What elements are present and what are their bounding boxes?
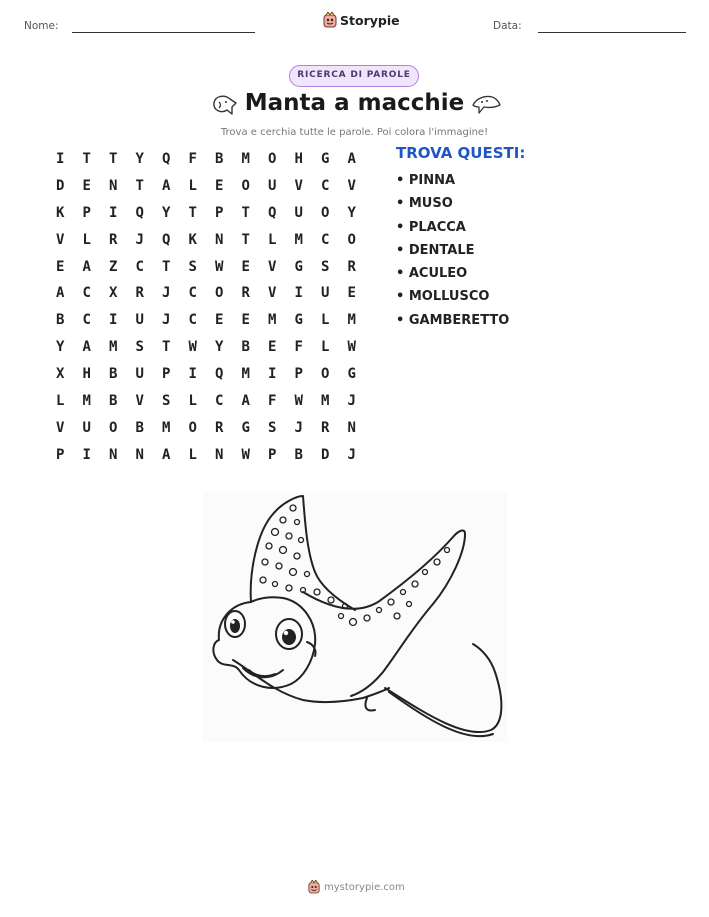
grid-cell[interactable]: A — [162, 177, 171, 194]
grid-cell[interactable]: G — [294, 258, 303, 275]
grid-cell[interactable]: M — [82, 393, 91, 410]
page-title: Manta a macchie — [244, 90, 465, 116]
word-list-item: • PINNA — [396, 169, 509, 192]
grid-cell[interactable]: S — [162, 393, 171, 410]
instructions: Trova e cerchia tutte le parole. Poi colora l'immagine! — [220, 127, 489, 138]
manta-ray-illustration[interactable] — [203, 492, 507, 742]
grid-cell[interactable]: R — [321, 419, 330, 436]
grid-cell[interactable]: L — [321, 339, 330, 356]
word-list-item: • GAMBERETTO — [396, 309, 509, 332]
grid-cell[interactable]: K — [188, 231, 197, 248]
grid-cell[interactable]: S — [188, 258, 197, 275]
grid-cell[interactable]: Q — [215, 366, 224, 383]
grid-cell[interactable]: M — [294, 231, 303, 248]
grid-cell[interactable]: B — [294, 446, 303, 463]
grid-cell[interactable]: Q — [162, 151, 171, 167]
grid-cell[interactable]: S — [268, 419, 277, 436]
grid-cell[interactable]: D — [56, 177, 65, 194]
grid-cell[interactable]: U — [82, 419, 91, 436]
storypie-logo-icon — [323, 12, 337, 28]
grid-cell[interactable]: O — [188, 419, 197, 436]
grid-cell[interactable]: Y — [162, 204, 171, 221]
grid-cell[interactable]: Y — [56, 339, 65, 356]
grid-cell[interactable]: F — [188, 151, 197, 167]
grid-cell[interactable]: U — [321, 285, 330, 302]
footer — [308, 880, 405, 894]
grid-cell[interactable]: W — [241, 446, 250, 463]
grid-cell[interactable]: I — [109, 312, 118, 329]
grid-cell[interactable]: B — [56, 312, 65, 329]
grid-cell[interactable]: M — [347, 312, 356, 329]
grid-cell[interactable]: E — [215, 177, 224, 194]
grid-cell[interactable]: I — [56, 151, 65, 167]
word-list — [396, 169, 509, 332]
grid-cell[interactable]: B — [135, 419, 144, 436]
grid-cell[interactable]: U — [135, 366, 144, 383]
grid-cell[interactable]: V — [135, 393, 144, 410]
grid-cell[interactable]: T — [82, 151, 91, 167]
storypie-logo-icon — [308, 880, 320, 894]
grid-cell[interactable]: L — [188, 446, 197, 463]
word-search-grid[interactable] — [47, 146, 365, 469]
grid-cell[interactable]: G — [241, 419, 250, 436]
grid-cell[interactable]: J — [162, 285, 171, 302]
grid-cell[interactable]: V — [347, 177, 356, 194]
grid-cell[interactable]: U — [268, 177, 277, 194]
grid-cell[interactable]: Z — [109, 258, 118, 275]
grid-cell[interactable]: J — [294, 419, 303, 436]
grid-cell[interactable]: C — [188, 285, 197, 302]
grid-cell[interactable]: S — [321, 258, 330, 275]
footer-url[interactable]: mystorypie.com — [324, 881, 405, 893]
grid-cell[interactable]: A — [82, 339, 91, 356]
grid-cell[interactable]: O — [109, 419, 118, 436]
grid-cell[interactable]: X — [56, 366, 65, 383]
grid-cell[interactable]: A — [347, 151, 356, 167]
grid-cell[interactable]: B — [215, 151, 224, 167]
grid-cell[interactable]: O — [268, 151, 277, 167]
grid-cell[interactable]: P — [215, 204, 224, 221]
grid-cell[interactable]: C — [321, 231, 330, 248]
word-list-item: • MUSO — [396, 192, 509, 215]
date-label: Data: — [493, 20, 522, 32]
grid-cell[interactable]: L — [82, 231, 91, 248]
grid-cell[interactable]: G — [321, 151, 330, 167]
ray-doodle-icon — [470, 93, 502, 115]
brand-name: Storypie — [340, 12, 400, 28]
grid-cell[interactable]: H — [294, 151, 303, 167]
grid-cell[interactable]: M — [241, 151, 250, 167]
grid-cell[interactable]: L — [188, 393, 197, 410]
grid-cell[interactable]: M — [162, 419, 171, 436]
word-list-title: TROVA QUESTI: — [396, 144, 526, 162]
grid-cell[interactable]: E — [82, 177, 91, 194]
grid-cell[interactable]: P — [268, 446, 277, 463]
grid-cell[interactable]: T — [241, 204, 250, 221]
grid-cell[interactable]: I — [188, 366, 197, 383]
grid-cell[interactable]: T — [162, 339, 171, 356]
grid-cell[interactable]: Y — [215, 339, 224, 356]
grid-cell[interactable]: O — [347, 231, 356, 248]
grid-cell[interactable]: N — [215, 446, 224, 463]
brand — [323, 12, 400, 28]
grid-cell[interactable]: J — [347, 446, 356, 463]
grid-cell[interactable]: O — [215, 285, 224, 302]
grid-cell[interactable]: I — [82, 446, 91, 463]
grid-cell[interactable]: O — [321, 366, 330, 383]
grid-cell[interactable]: V — [268, 285, 277, 302]
grid-cell[interactable]: P — [294, 366, 303, 383]
grid-cell[interactable]: T — [162, 258, 171, 275]
grid-cell[interactable]: T — [135, 177, 144, 194]
grid-cell[interactable]: N — [215, 231, 224, 248]
grid-cell[interactable]: P — [82, 204, 91, 221]
name-label: Nome: — [24, 20, 59, 32]
grid-cell[interactable]: E — [241, 312, 250, 329]
grid-cell[interactable]: M — [241, 366, 250, 383]
grid-cell[interactable]: T — [188, 204, 197, 221]
grid-cell[interactable]: R — [347, 258, 356, 275]
grid-cell[interactable]: N — [109, 177, 118, 194]
grid-cell[interactable]: U — [294, 204, 303, 221]
grid-cell[interactable]: C — [321, 177, 330, 194]
grid-cell[interactable]: Q — [268, 204, 277, 221]
grid-cell[interactable]: N — [347, 419, 356, 436]
grid-cell[interactable]: E — [56, 258, 65, 275]
grid-cell[interactable]: M — [268, 312, 277, 329]
grid-cell[interactable]: N — [109, 446, 118, 463]
grid-cell[interactable]: N — [135, 446, 144, 463]
grid-cell[interactable]: G — [294, 312, 303, 329]
grid-cell[interactable]: L — [321, 312, 330, 329]
grid-cell[interactable]: E — [215, 312, 224, 329]
grid-cell[interactable]: J — [347, 393, 356, 410]
grid-cell[interactable]: O — [241, 177, 250, 194]
grid-cell[interactable]: A — [56, 285, 65, 302]
grid-cell[interactable]: E — [347, 285, 356, 302]
grid-cell[interactable]: J — [135, 231, 144, 248]
grid-cell[interactable]: A — [82, 258, 91, 275]
grid-cell[interactable]: T — [241, 231, 250, 248]
grid-cell[interactable]: H — [82, 366, 91, 383]
grid-cell[interactable]: C — [135, 258, 144, 275]
grid-cell[interactable]: C — [82, 312, 91, 329]
grid-cell[interactable]: P — [56, 446, 65, 463]
grid-cell[interactable]: Y — [347, 204, 356, 221]
grid-cell[interactable]: W — [347, 339, 356, 356]
word-list-item: • ACULEO — [396, 262, 509, 285]
grid-cell[interactable]: W — [294, 393, 303, 410]
grid-cell[interactable]: C — [215, 393, 224, 410]
grid-cell[interactable]: L — [56, 393, 65, 410]
grid-cell[interactable]: I — [268, 366, 277, 383]
grid-cell[interactable]: J — [162, 312, 171, 329]
grid-cell[interactable]: U — [135, 312, 144, 329]
grid-cell[interactable]: D — [321, 446, 330, 463]
grid-cell[interactable]: X — [109, 285, 118, 302]
grid-cell[interactable]: R — [109, 231, 118, 248]
word-list-item: • DENTALE — [396, 239, 509, 262]
grid-cell[interactable]: E — [241, 258, 250, 275]
grid-cell[interactable]: A — [241, 393, 250, 410]
name-line[interactable] — [72, 32, 255, 33]
grid-cell[interactable]: P — [162, 366, 171, 383]
grid-cell[interactable]: O — [321, 204, 330, 221]
grid-cell[interactable]: F — [294, 339, 303, 356]
grid-cell[interactable]: V — [294, 177, 303, 194]
grid-cell[interactable]: Y — [135, 151, 144, 167]
grid-cell[interactable]: B — [109, 393, 118, 410]
grid-cell[interactable]: V — [56, 419, 65, 436]
grid-cell[interactable]: A — [162, 446, 171, 463]
grid-cell[interactable]: L — [268, 231, 277, 248]
grid-cell[interactable]: B — [241, 339, 250, 356]
grid-cell[interactable]: R — [135, 285, 144, 302]
date-line[interactable] — [538, 32, 686, 33]
word-list-item: • PLACCA — [396, 216, 509, 239]
grid-cell[interactable]: V — [56, 231, 65, 248]
grid-cell[interactable]: M — [321, 393, 330, 410]
grid-cell[interactable]: M — [109, 339, 118, 356]
grid-cell[interactable]: I — [109, 204, 118, 221]
grid-cell[interactable]: V — [268, 258, 277, 275]
grid-cell[interactable]: B — [109, 366, 118, 383]
grid-cell[interactable]: R — [241, 285, 250, 302]
grid-cell[interactable]: I — [294, 285, 303, 302]
grid-cell[interactable]: W — [215, 258, 224, 275]
grid-cell[interactable]: Q — [162, 231, 171, 248]
grid-cell[interactable]: L — [188, 177, 197, 194]
grid-cell[interactable]: K — [56, 204, 65, 221]
grid-cell[interactable]: C — [188, 312, 197, 329]
grid-cell[interactable]: T — [109, 151, 118, 167]
grid-cell[interactable]: G — [347, 366, 356, 383]
grid-cell[interactable]: Q — [135, 204, 144, 221]
grid-cell[interactable]: F — [268, 393, 277, 410]
grid-cell[interactable]: W — [188, 339, 197, 356]
word-list-item: • MOLLUSCO — [396, 285, 509, 308]
grid-cell[interactable]: E — [268, 339, 277, 356]
grid-cell[interactable]: C — [82, 285, 91, 302]
grid-cell[interactable]: S — [135, 339, 144, 356]
category-badge: RICERCA DI PAROLE — [289, 65, 419, 87]
grid-cell[interactable]: R — [215, 419, 224, 436]
